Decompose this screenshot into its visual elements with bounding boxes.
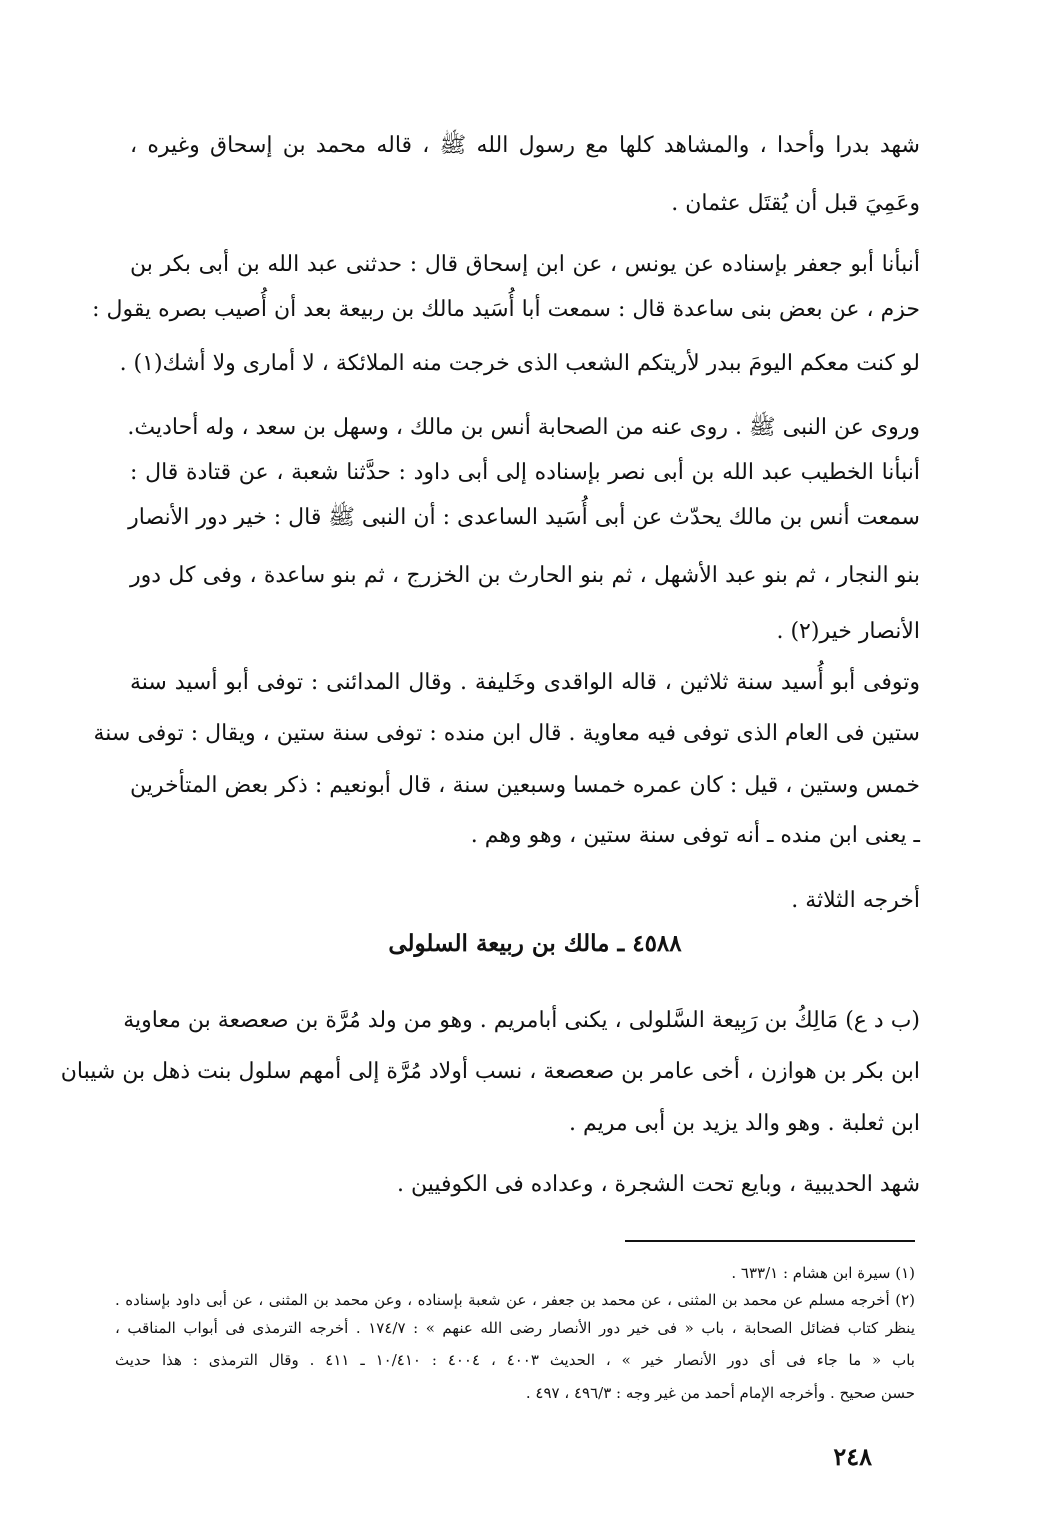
body-line: بنو النجار ، ثم بنو عبد الأشهل ، ثم بنو الحارث بن الخزرج ، ثم بنو ساعدة ، وفى كل دور (130, 563, 920, 588)
body-line: أنبأنا أبو جعفر بإسناده عن يونس ، عن ابن إسحاق قال : حدثنى عبد الله بن أبى بكر بن (130, 252, 920, 277)
body-line: شهد بدرا وأحدا ، والمشاهد كلها مع رسول الله ﷺ ، قاله محمد بن إسحاق وغيره ، (130, 133, 920, 158)
body-line: سمعت أنس بن مالك يحدّث عن أبى أُسَيد الساعدى : أن النبى ﷺ قال : خير دور الأنصار (128, 505, 920, 530)
body-line: ـ يعنى ابن منده ـ أنه توفى سنة ستين ، وهو وهم . (470, 823, 920, 848)
body-line: لو كنت معكم اليومَ ببدر لأريتكم الشعب الذى خرجت منه الملائكة ، لا أمارى ولا أشك(١) . (119, 351, 920, 376)
body-line: وتوفى أبو أُسيد سنة ثلاثين ، قاله الواقدى وخَليفة . وقال المدائنى : توفى أبو أسيد سنة (130, 670, 920, 695)
body-line: وعَمِيَ قبل أن يُقتَل عثمان . (671, 191, 920, 216)
body-line: حزم ، عن بعض بنى ساعدة قال : سمعت أبا أُسَيد مالك بن ربيعة بعد أن أُصيب بصره يقول : (92, 297, 920, 322)
body-line: أنبأنا الخطيب عبد الله بن أبى نصر بإسناده إلى أبى داود : حدَّثنا شعبة ، عن قتادة قال : (130, 460, 920, 485)
footnote-line: (١) سيرة ابن هشام : ٦٣٣/١ . (731, 1264, 915, 1282)
entry-heading: ٤٥٨٨ ـ مالك بن ربيعة السلولى (388, 930, 682, 957)
body-line: شهد الحديبية ، وبايع تحت الشجرة ، وعداده فى الكوفيين . (397, 1172, 920, 1197)
body-line: خمس وستين ، قيل : كان عمره خمسا وسبعين سنة ، قال أبونعيم : ذكر بعض المتأخرين (130, 773, 920, 798)
body-line: أخرجه الثلاثة . (791, 888, 920, 913)
footnote-line: (٢) أخرجه مسلم عن محمد بن المثنى ، عن محمد بن جعفر ، عن شعبة بإسناده ، وعن محمد بن المثنى ، عن أبى داود بإسناده . (115, 1291, 915, 1309)
page-number: ٢٤٨ (833, 1442, 872, 1471)
footnote-line: ينظر كتاب فضائل الصحابة ، باب « فى خير دور الأنصار رضى الله عنهم » : ١٧٤/٧ . أخرجه الترمذى فى أبواب المناقب ، (115, 1319, 916, 1337)
body-line: ستين فى العام الذى توفى فيه معاوية . قال ابن منده : توفى سنة ستين ، ويقال : توفى سنة (93, 721, 920, 746)
body-line: الأنصار خير(٢) . (776, 619, 920, 644)
footnote-line: باب « ما جاء فى أى دور الأنصار خير » ، الحديث ٤٠٠٣ ، ٤٠٠٤ : ١٠/٤١٠ ـ ٤١١ . وقال الترمذى : هذا حديث (115, 1351, 915, 1369)
body-line: ابن ثعلبة . وهو والد يزيد بن أبى مريم . (568, 1111, 920, 1136)
footnote-line: حسن صحيح . وأخرجه الإمام أحمد من غير وجه : ٤٩٦/٣ ، ٤٩٧ . (525, 1384, 915, 1402)
footnote-separator (625, 1240, 915, 1242)
body-line: ابن بكر بن هوازن ، أخى عامر بن صعصعة ، نسب أولاد مُرَّة إلى أمهم سلول بنت ذهل بن شيبان (60, 1059, 920, 1084)
body-line: وروى عن النبى ﷺ . روى عنه من الصحابة أنس بن مالك ، وسهل بن سعد ، وله أحاديث. (127, 415, 920, 440)
body-line: (ب د ع) مَالِكُ بن رَبِيعة السَّلولى ، يكنى أبامريم . وهو من ولد مُرَّة بن صعصعة بن معاوية (123, 1008, 920, 1033)
